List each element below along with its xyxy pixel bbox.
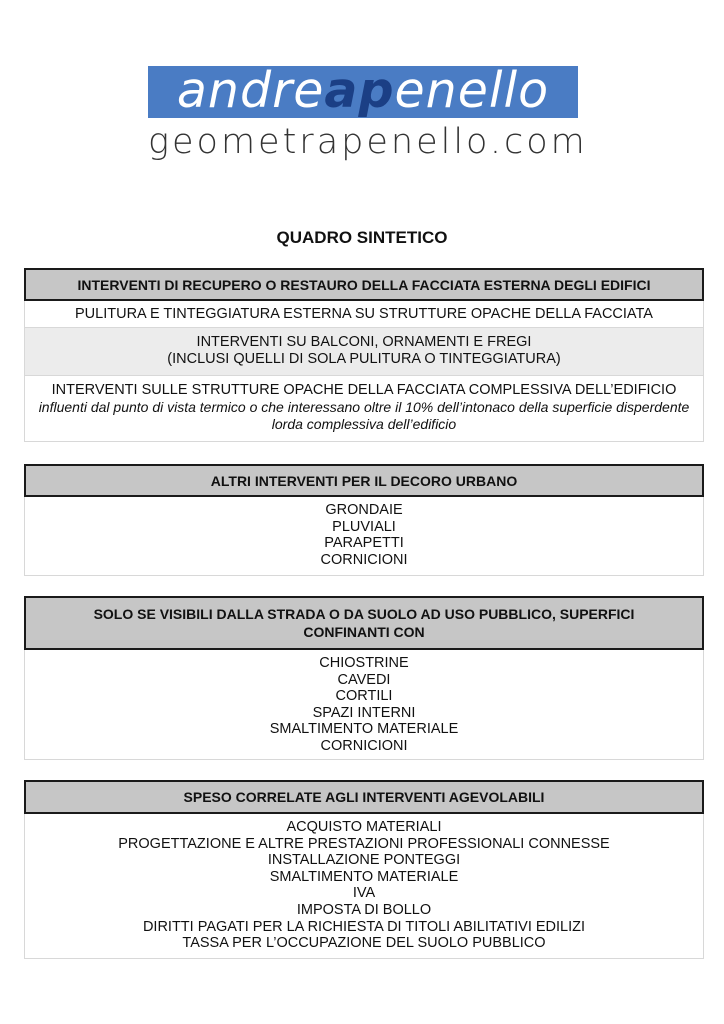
list-item: PARAPETTI [324,535,404,552]
list-item: CORNICIONI [320,551,408,568]
list-item: PLUVIALI [332,518,396,535]
list-item: PROGETTAZIONE E ALTRE PRESTAZIONI PROFESSIONALI CONNESSE [118,835,610,852]
list-item: IVA [352,885,376,902]
section-header: ALTRI INTERVENTI PER IL DECORO URBANO [24,464,704,497]
list-item: IMPOSTA DI BOLLO [296,901,432,918]
document-title: QUADRO SINTETICO [276,228,448,247]
list-item: SMALTIMENTO MATERIALE [269,868,459,885]
items-list [24,814,704,959]
items-list [24,497,704,576]
list-item: ACQUISTO MATERIALI [286,819,442,835]
list-item: CAVEDI [337,671,391,688]
section-superfici-confinanti [24,596,704,760]
row-strutture-opache: INTERVENTI SULLE STRUTTURE OPACHE DELLA FACCIATA COMPLESSIVA DELL’EDIFICIO influenti dal punto di vista termico o che interessano oltre il 10% dell’intonaco della superficie disperdente lorda complessiva dell’edificio [24,376,704,442]
list-item: CORNICIONI [320,737,408,754]
section-header: INTERVENTI DI RECUPERO O RESTAURO DELLA FACCIATA ESTERNA DEGLI EDIFICI [24,268,704,301]
section-header: SOLO SE VISIBILI DALLA STRADA O DA SUOLO AD USO PUBBLICO, SUPERFICI CONFINANTI CON [24,596,704,650]
list-item: SMALTIMENTO MATERIALE [269,721,459,738]
list-item: SPAZI INTERNI [312,704,416,721]
section-spese-correlate [24,780,704,959]
list-item: DIRITTI PAGATI PER LA RICHIESTA DI TITOLI ABILITATIVI EDILIZI [142,918,586,935]
list-item: CHIOSTRINE [319,655,409,671]
section-header: SPESO CORRELATE AGLI INTERVENTI AGEVOLABILI [24,780,704,814]
row-pulitura: PULITURA E TINTEGGIATURA ESTERNA SU STRUTTURE OPACHE DELLA FACCIATA [24,301,704,328]
list-item: INSTALLAZIONE PONTEGGI [267,852,461,869]
section-decoro-urbano [24,464,704,576]
items-list [24,650,704,760]
list-item: GRONDAIE [325,502,403,518]
logo-banner [148,62,578,119]
section-facade [24,268,704,442]
row-balconi: INTERVENTI SU BALCONI, ORNAMENTI E FREGI (INCLUSI QUELLI DI SOLA PULITURA O TINTEGGIATURA) [24,328,704,376]
website-name: geometrapenello.com [148,122,588,162]
list-item: TASSA PER L’OCCUPAZIONE DEL SUOLO PUBBLICO [182,935,546,952]
logo-wordmark: andreapenello [176,62,550,119]
list-item: CORTILI [335,688,393,705]
